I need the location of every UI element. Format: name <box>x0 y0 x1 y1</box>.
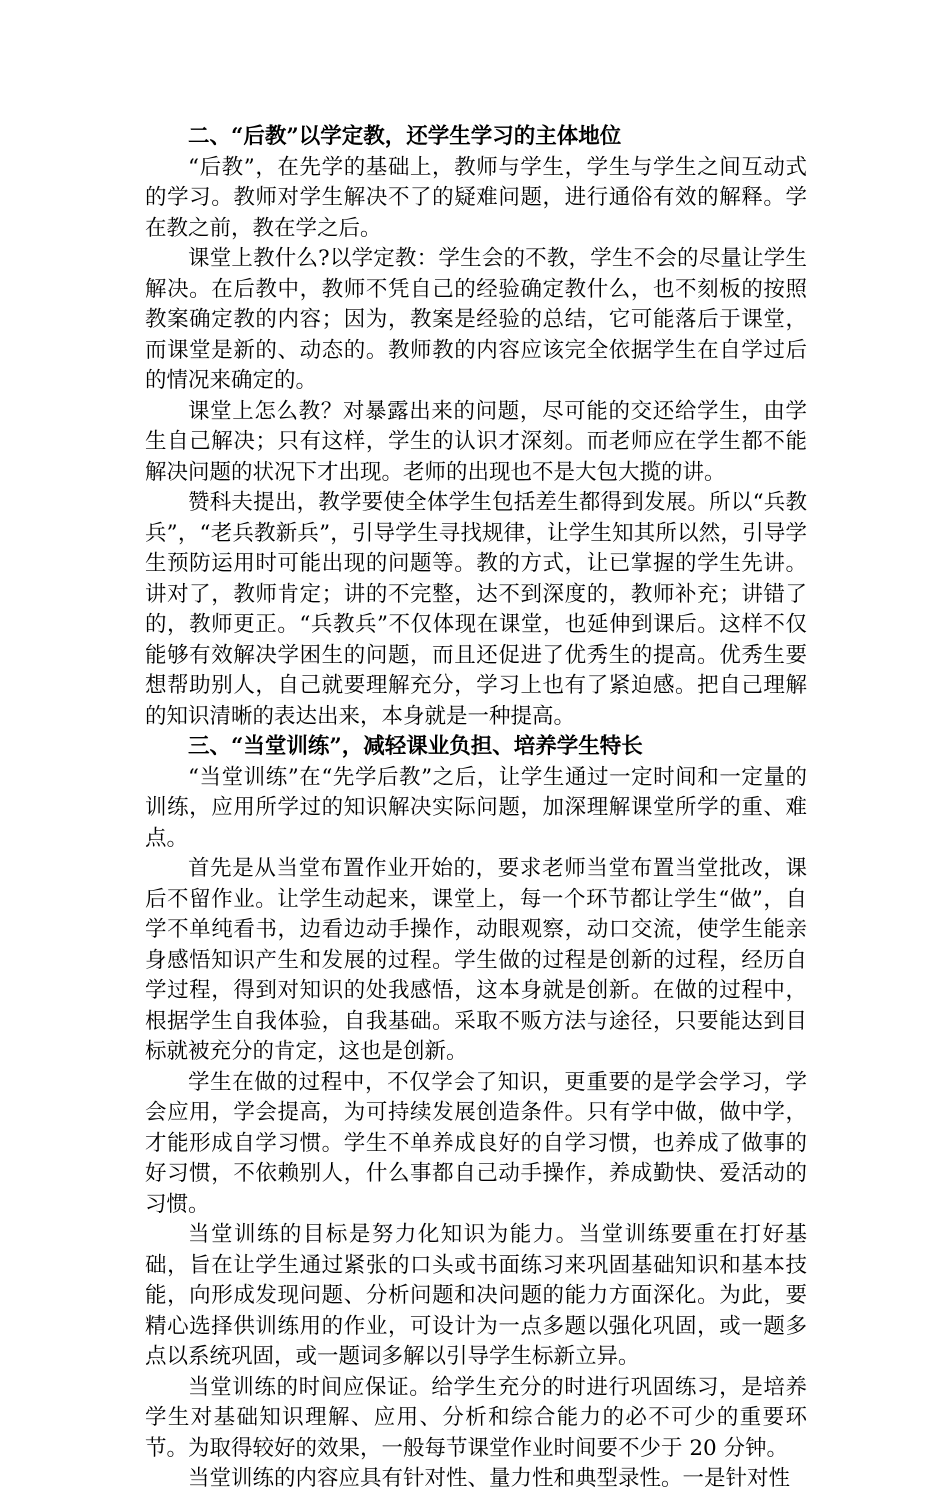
document-body <box>145 122 807 1495</box>
paragraph: 赞科夫提出，教学要使全体学生包括差生都得到发展。所以“兵教兵”，“老兵教新兵”，引导学生寻找规律，让学生知其所以然，引导学生预防运用时可能出现的问题等。教的方式，让已掌握的学生先讲。讲对了，教师肯定；讲的不完整，达不到深度的，教师补充；讲错了的，教师更正。“兵教兵”不仅体现在课堂，也延伸到课后。这样不仅能够有效解决学困生的问题，而且还促进了优秀生的提高。优秀生要想帮助别人，自己就要理解充分，学习上也有了紧迫感。把自己理解的知识清晰的表达出来，本身就是一种提高。 <box>145 490 807 729</box>
section-heading-2: 二、“后教”以学定教，还学生学习的主体地位 <box>188 124 622 149</box>
paragraph: 课堂上怎么教？对暴露出来的问题，尽可能的交还给学生，由学生自己解决；只有这样，学生的认识才深刻。而老师应在学生都不能解决问题的状况下才出现。老师的出现也不是大包大揽的讲。 <box>145 398 807 485</box>
paragraph: “后教”，在先学的基础上，教师与学生，学生与学生之间互动式的学习。教师对学生解决不了的疑难问题，进行通俗有效的解释。学在教之前，教在学之后。 <box>145 154 807 241</box>
section-heading-3: 三、“当堂训练”，减轻课业负担、培养学生特长 <box>188 734 643 759</box>
paragraph: 首先是从当堂布置作业开始的，要求老师当堂布置当堂批改，课后不留作业。让学生动起来，课堂上，每一个环节都让学生“做”，自学不单纯看书，边看边动手操作，动眼观察，动口交流，使学生能亲身感悟知识产生和发展的过程。学生做的过程是创新的过程，经历自学过程，得到对知识的处我感悟，这本身就是创新。在做的过程中，根据学生自我体验，自我基础。采取不贩方法与途径，只要能达到目标就被充分的肯定，这也是创新。 <box>145 856 807 1064</box>
paragraph: 当堂训练的目标是努力化知识为能力。当堂训练要重在打好基础，旨在让学生通过紧张的口头或书面练习来巩固基础知识和基本技能，向形成发现问题、分析问题和决问题的能力方面深化。为此，要精心选择供训练用的作业，可设计为一点多题以强化巩固，或一题多点以系统巩固，或一题词多解以引导学生标新立异。 <box>145 1222 807 1369</box>
paragraph: 当堂训练的内容应具有针对性、量力性和典型录性。一是针对性 <box>188 1466 791 1491</box>
paragraph: 课堂上教什么?以学定教：学生会的不教，学生不会的尽量让学生解决。在后教中，教师不凭自己的经验确定教什么，也不刻板的按照教案确定教的内容；因为，教案是经验的总结，它可能落后于课堂，而课堂是新的、动态的。教师教的内容应该完全依据学生在自学过后的情况来确定的。 <box>145 246 807 393</box>
paragraph: 当堂训练的时间应保证。给学生充分的时进行巩固练习，是培养学生对基础知识理解、应用、分析和综合能力的必不可少的重要环节。为取得较好的效果，一般每节课堂作业时间要不少于 20 分钟。 <box>145 1374 807 1461</box>
paragraph: 学生在做的过程中，不仅学会了知识，更重要的是学会学习，学会应用，学会提高，为可持续发展创造条件。只有学中做，做中学，才能形成自学习惯。学生不单养成良好的自学习惯，也养成了做事的好习惯，不依赖别人，什么事都自己动手操作，养成勤快、爱活动的习惯。 <box>145 1069 807 1217</box>
paragraph: “当堂训练”在“先学后教”之后，让学生通过一定时间和一定量的训练，应用所学过的知识解决实际问题，加深理解课堂所学的重、难点。 <box>145 764 807 851</box>
